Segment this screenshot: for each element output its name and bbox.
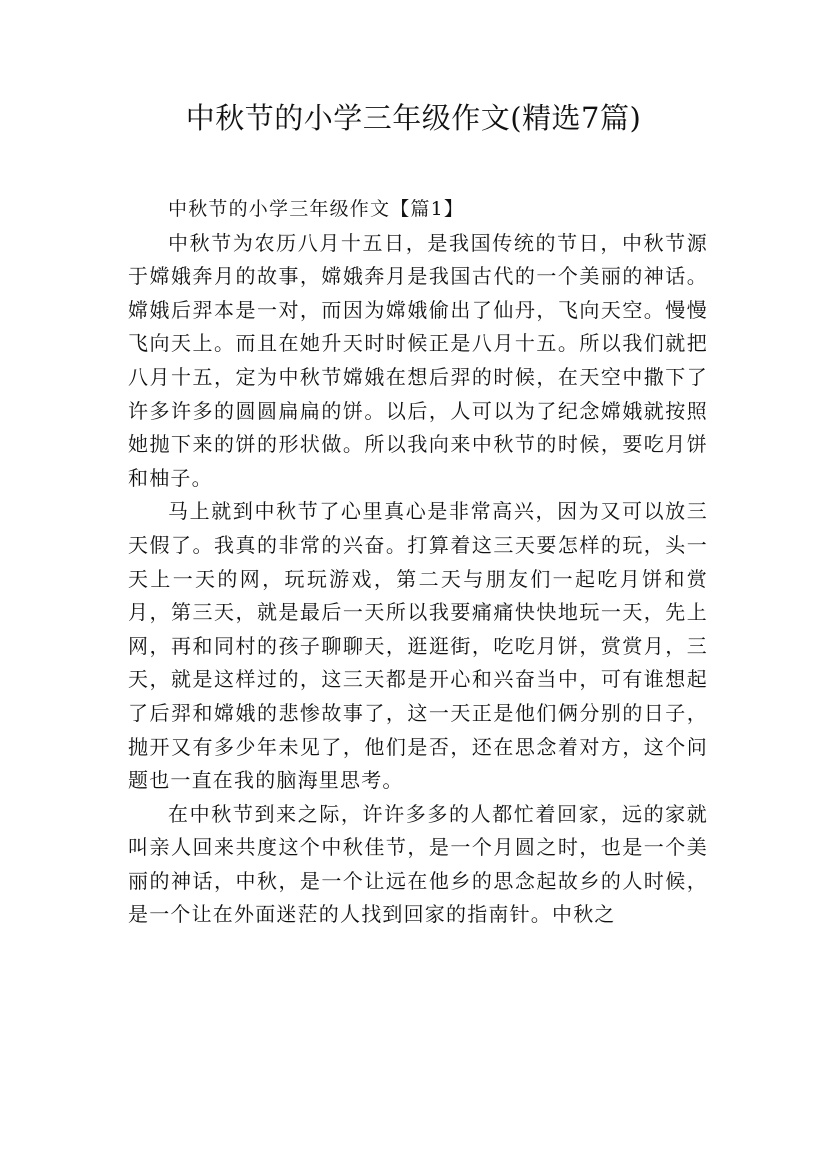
paragraph-2: 马上就到中秋节了心里真心是非常高兴，因为又可以放三天假了。我真的非常的兴奋。打算着这三天要怎样的玩，头一天上一天的网，玩玩游戏，第二天与朋友们一起吃月饼和赏月，第三天，就是最后一天所以我要痛痛快快地玩一天，先上网，再和同村的孩子聊聊天，逛逛街，吃吃月饼，赏赏月，三天，就是这样过的，这三天都是开心和兴奋当中，可有谁想起了后羿和嫦娥的悲惨故事了，这一天正是他们俩分别的日子，抛开又有多少年未见了，他们是否，还在思念着对方，这个问题也一直在我的脑海里思考。 (128, 499, 708, 793)
document-body (128, 193, 708, 932)
section-heading: 中秋节的小学三年级作文【篇1】 (168, 198, 465, 220)
paragraph-1: 中秋节为农历八月十五日，是我国传统的节日，中秋节源于嫦娥奔月的故事，嫦娥奔月是我国古代的一个美丽的神话。嫦娥后羿本是一对，而因为嫦娥偷出了仙丹，飞向天空。慢慢飞向天上。而且在她升天时时候正是八月十五。所以我们就把八月十五，定为中秋节嫦娥在想后羿的时候，在天空中撒下了许多许多的圆圆扁扁的饼。以后，人可以为了纪念嫦娥就按照她抛下来的饼的形状做。所以我向来中秋节的时候，要吃月饼和柚子。 (128, 230, 708, 490)
document-title: 中秋节的小学三年级作文(精选7篇) (185, 101, 642, 135)
paragraph-3: 在中秋节到来之际，许许多多的人都忙着回家，远的家就叫亲人回来共度这个中秋佳节，是一个月圆之时，也是一个美丽的神话，中秋，是一个让远在他乡的思念起故乡的人时候，是一个让在外面迷茫的人找到回家的指南针。中秋之 (128, 801, 708, 927)
